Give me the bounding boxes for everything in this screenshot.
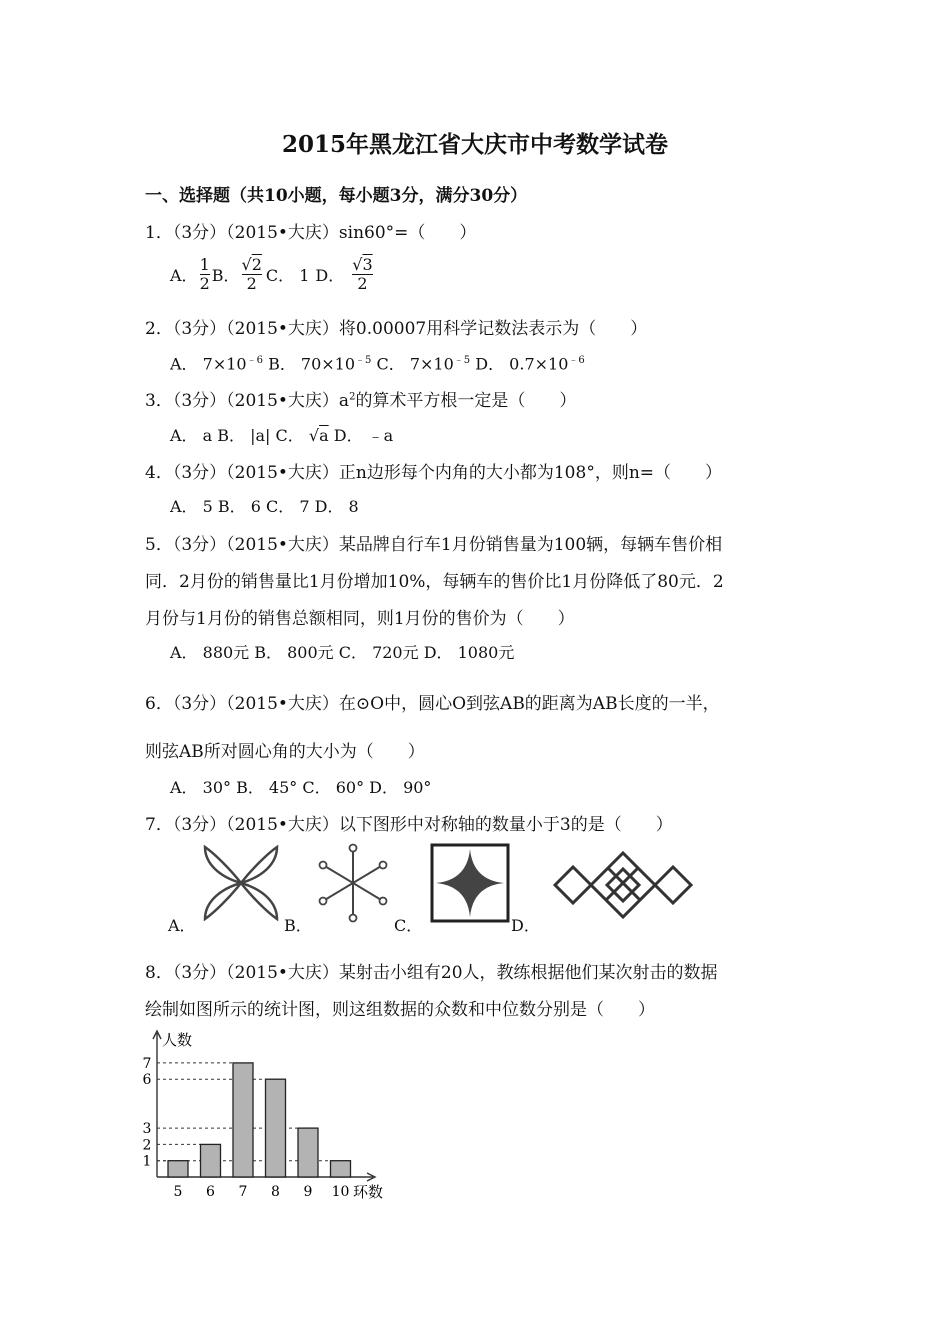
y-tick-label: 1 xyxy=(142,1153,152,1170)
option-d-label: D． 0.7×10 xyxy=(475,354,569,374)
numerator: √2 xyxy=(241,255,262,274)
section-heading: 一、选择题（共10小题，每小题3分，满分30分） xyxy=(145,186,528,206)
question-8-line-1: 8．（3分）（2015•大庆）某射击小组有20人，教练根据他们某次射击的数据 xyxy=(145,963,718,983)
option-a-fraction xyxy=(200,256,210,293)
denominator: 2 xyxy=(357,274,368,293)
bar-7 xyxy=(233,1063,253,1177)
y-tick-label: 2 xyxy=(142,1137,152,1154)
question-5-line-1: 5．（3分）（2015•大庆）某品牌自行车1月份销售量为100辆，每辆车售价相 xyxy=(145,535,723,555)
y-axis-label: 人数 xyxy=(162,1031,193,1049)
option-a-label: A． 7×10 xyxy=(170,354,247,374)
radicand: 2 xyxy=(251,255,262,274)
radicand: a xyxy=(319,426,329,445)
exponent: ﹣5 xyxy=(453,355,471,366)
question-1-options xyxy=(170,256,375,293)
x-tick-label: 8 xyxy=(271,1184,280,1200)
option-d-label: D． ﹣a xyxy=(333,426,394,445)
exponent: ﹣5 xyxy=(355,355,372,366)
y-tick-label: 7 xyxy=(142,1055,152,1072)
y-tick-label: 3 xyxy=(142,1121,152,1138)
option-b-label: B． xyxy=(284,916,312,935)
question-6-options: A． 30° B． 45° C． 60° D． 90° xyxy=(170,778,432,797)
exponent: ﹣6 xyxy=(246,355,263,366)
bar-chart xyxy=(135,1025,395,1205)
question-5-line-3: 月份与1月份的销售总额相同，则1月份的售价为（ ） xyxy=(145,609,575,629)
question-7-stem: 7．（3分）（2015•大庆）以下图形中对称轴的数量小于3的是（ ） xyxy=(145,815,673,835)
option-d-label: D． xyxy=(511,916,540,935)
numerator: 1 xyxy=(199,255,210,274)
question-2-options xyxy=(170,351,585,374)
y-tick-label: 6 xyxy=(142,1072,152,1089)
option-a-label: A． xyxy=(168,916,196,935)
option-a-label: A． a xyxy=(170,426,213,445)
bar-5 xyxy=(168,1161,188,1177)
option-b-label: B． xyxy=(211,266,240,285)
question-6-line-2: 则弦AB所对圆心角的大小为（ ） xyxy=(145,742,425,762)
exam-title: 2015年黑龙江省大庆市中考数学试卷 xyxy=(281,131,668,158)
option-c-label: C． 7×10 xyxy=(376,354,454,374)
stem-text: 的算术平方根一定是（ ） xyxy=(355,391,577,411)
option-b-label: B． |a| xyxy=(217,426,271,445)
option-d-label: D． xyxy=(315,266,345,285)
denominator: 2 xyxy=(246,274,257,293)
option-b-fraction xyxy=(242,256,262,293)
question-1-stem: 1．（3分）（2015•大庆）sin60°=（ ） xyxy=(145,223,477,243)
x-tick-label: 7 xyxy=(238,1184,248,1200)
question-4-options: A． 5 B． 6 C． 7 D． 8 xyxy=(170,497,359,516)
bar-8 xyxy=(266,1079,286,1177)
figure-b-six-spoke-star xyxy=(318,843,388,923)
question-8-line-2: 绘制如图所示的统计图，则这组数据的众数和中位数分别是（ ） xyxy=(145,1000,655,1020)
x-tick-label: 6 xyxy=(206,1184,215,1200)
bar-9 xyxy=(298,1128,318,1177)
x-tick-label: 9 xyxy=(303,1184,313,1200)
question-2-stem: 2．（3分）（2015•大庆）将0.00007用科学记数法表示为（ ） xyxy=(145,319,648,339)
question-5-line-2: 同．2月份的销售量比1月份增加10%，每辆车的售价比1月份降低了80元．2 xyxy=(145,572,724,592)
x-axis-label: 环数 xyxy=(353,1183,384,1201)
option-d-fraction xyxy=(352,256,372,293)
question-3-options xyxy=(170,423,393,446)
x-tick-label: 10 xyxy=(331,1184,350,1200)
option-c-label: C． xyxy=(394,916,423,935)
option-c-radical: √a xyxy=(308,426,329,445)
question-4-stem: 4．（3分）（2015•大庆）正n边形每个内角的大小都为108°，则n=（ ） xyxy=(145,463,723,483)
figure-d-interlocking-diamonds xyxy=(552,850,694,920)
bar-10 xyxy=(331,1161,351,1177)
question-6-line-1: 6．（3分）（2015•大庆）在⊙O中，圆心O到弦AB的距离为AB长度的一半， xyxy=(145,694,720,714)
question-3-stem xyxy=(145,386,576,411)
question-5-options: A． 880元 B． 800元 C． 720元 D． 1080元 xyxy=(170,643,515,662)
numerator: √3 xyxy=(352,255,373,274)
exponent: 2 xyxy=(349,391,356,403)
exponent: ﹣6 xyxy=(568,355,585,366)
option-c-label: C． 1 xyxy=(265,266,310,285)
option-b-label: B． 70×10 xyxy=(268,354,356,374)
radicand: 3 xyxy=(362,255,373,274)
option-a-label: A． xyxy=(170,266,198,285)
option-c-label: C． xyxy=(275,426,304,445)
figure-a-four-petal-flower xyxy=(200,844,282,922)
figure-c-concave-star-in-square xyxy=(430,843,510,923)
denominator: 2 xyxy=(199,274,210,293)
bar-6 xyxy=(201,1144,221,1177)
stem-text: 3．（3分）（2015•大庆）a xyxy=(145,391,350,411)
x-tick-label: 5 xyxy=(173,1184,183,1200)
